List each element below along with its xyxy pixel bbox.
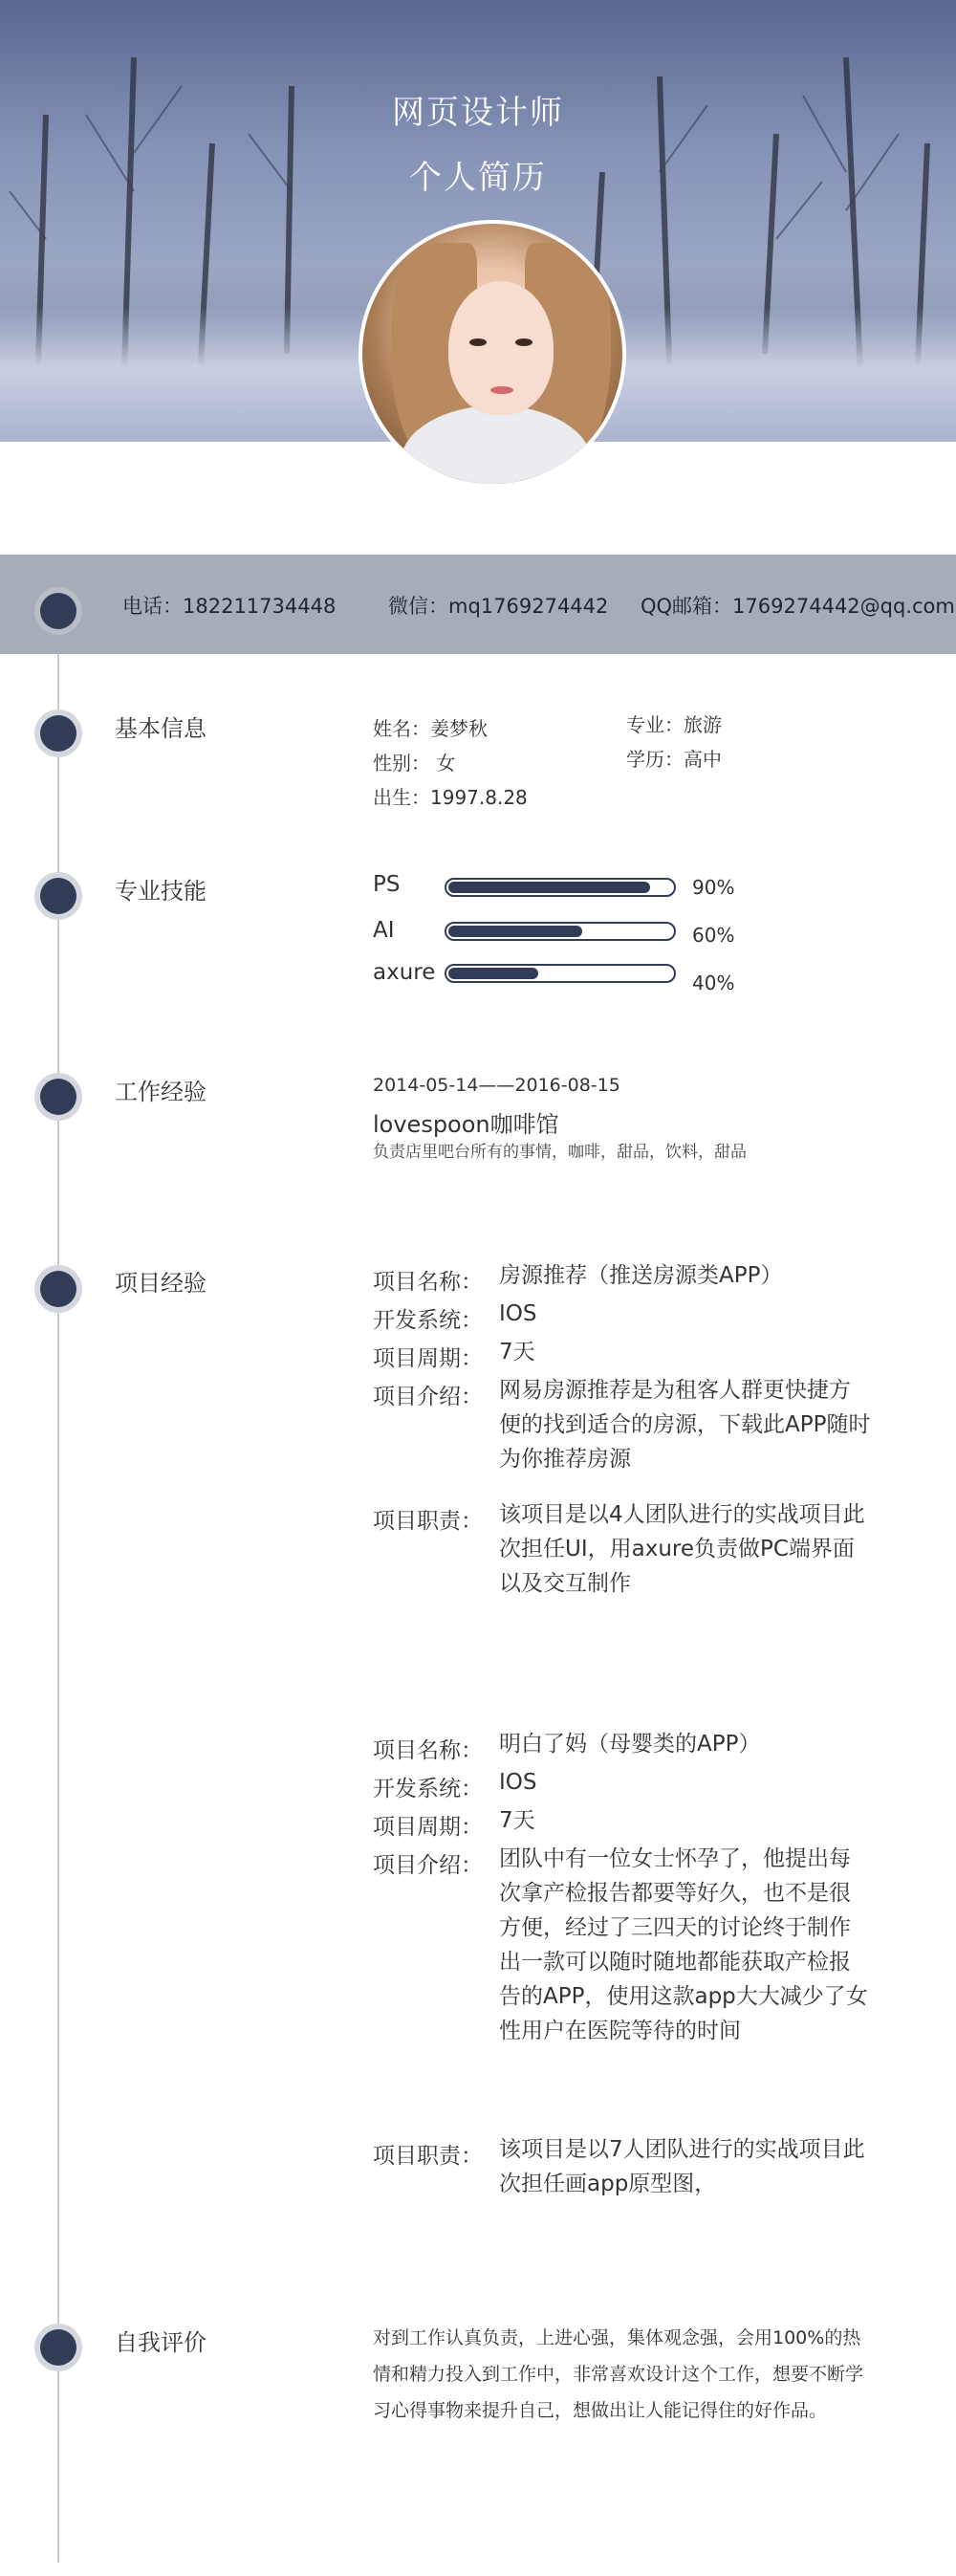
work-company: lovespoon咖啡馆 <box>373 1111 559 1138</box>
project-label-system: 开发系统： <box>373 1308 483 1333</box>
section-title-basic: 基本信息 <box>115 715 206 742</box>
timeline-dot <box>40 1271 76 1307</box>
project-duty: 该项目是以7人团队进行的实战项目此次担任画app原型图， <box>499 2137 865 2196</box>
skill-bar <box>445 922 676 941</box>
skill-bar-fill <box>448 968 538 979</box>
skill-percent: 40% <box>692 971 735 994</box>
basic-gender: 性别： 女 <box>373 752 456 775</box>
project-label-name: 项目名称： <box>373 1270 483 1295</box>
timeline-dot <box>40 715 76 752</box>
project-label-system: 开发系统： <box>373 1777 483 1801</box>
section-title-projects: 项目经验 <box>115 1270 206 1297</box>
project-duty: 该项目是以4人团队进行的实战项目此次担任UI，用axure负责做PC端界面以及交互制作 <box>499 1502 865 1596</box>
section-title-skills: 专业技能 <box>115 878 206 905</box>
section-title-evaluation: 自我评价 <box>115 2329 206 2356</box>
timeline-dot <box>40 2329 76 2366</box>
project-label-intro: 项目介绍： <box>373 1385 483 1409</box>
skill-bar-fill <box>448 882 650 893</box>
project-label-duty: 项目职责： <box>373 2144 483 2169</box>
skill-bar-fill <box>448 926 582 937</box>
skill-bar <box>445 878 676 897</box>
contact-wechat: 微信：mq1769274442 <box>388 595 609 618</box>
avatar <box>358 220 626 488</box>
evaluation-text: 对到工作认真负责，上进心强，集体观念强，会用100%的热情和精力投入到工作中，非常喜欢设计这个工作，想要不断学习心得事物来提升自己，想做出让人能记得住的好作品。 <box>373 2327 864 2421</box>
skill-name: axure <box>373 960 436 985</box>
work-description: 负责店里吧台所有的事情，咖啡，甜品，饮料，甜品 <box>373 1143 747 1162</box>
project-system: IOS <box>499 1301 537 1326</box>
project-label-intro: 项目介绍： <box>373 1853 483 1878</box>
basic-name: 姓名：姜梦秋 <box>373 717 488 740</box>
project-system: IOS <box>499 1770 537 1795</box>
timeline-dot <box>40 593 76 629</box>
timeline-line <box>57 555 59 2563</box>
timeline-dot <box>40 1079 76 1115</box>
project-name: 房源推荐（推送房源类APP） <box>499 1263 783 1288</box>
section-title-work: 工作经验 <box>115 1079 206 1105</box>
timeline-dot <box>40 878 76 914</box>
basic-birth: 出生：1997.8.28 <box>373 786 528 809</box>
basic-major: 专业：旅游 <box>626 713 722 736</box>
page-title: 网页设计师 <box>392 94 564 132</box>
project-label-period: 项目周期： <box>373 1346 483 1371</box>
project-period: 7天 <box>499 1808 535 1833</box>
contact-email: QQ邮箱：1769274442@qq.com <box>641 595 955 618</box>
skill-percent: 90% <box>692 876 735 899</box>
project-label-period: 项目周期： <box>373 1815 483 1840</box>
skill-percent: 60% <box>692 924 735 947</box>
page-subtitle: 个人简历 <box>409 159 547 197</box>
skill-name: PS <box>373 872 401 897</box>
project-label-duty: 项目职责： <box>373 1509 483 1534</box>
contact-phone: 电话：182211734448 <box>122 595 337 618</box>
project-intro: 网易房源推荐是为租客人群更快捷方便的找到适合的房源，下载此APP随时为你推荐房源 <box>499 1378 871 1472</box>
project-period: 7天 <box>499 1340 535 1364</box>
basic-education: 学历：高中 <box>626 748 722 771</box>
skill-bar <box>445 964 676 983</box>
project-intro: 团队中有一位女士怀孕了，他提出每次拿产检报告都要等好久，也不是很方便，经过了三四天的讨论终于制作出一款可以随时随地都能获取产检报告的APP，使用这款app大大减少了女性用户在医院等待的时间 <box>499 1846 868 2043</box>
project-name: 明白了妈（母婴类的APP） <box>499 1732 761 1757</box>
work-period: 2014-05-14——2016-08-15 <box>373 1075 620 1096</box>
project-label-name: 项目名称： <box>373 1738 483 1763</box>
contact-bar <box>0 555 956 654</box>
skill-name: AI <box>373 918 395 943</box>
